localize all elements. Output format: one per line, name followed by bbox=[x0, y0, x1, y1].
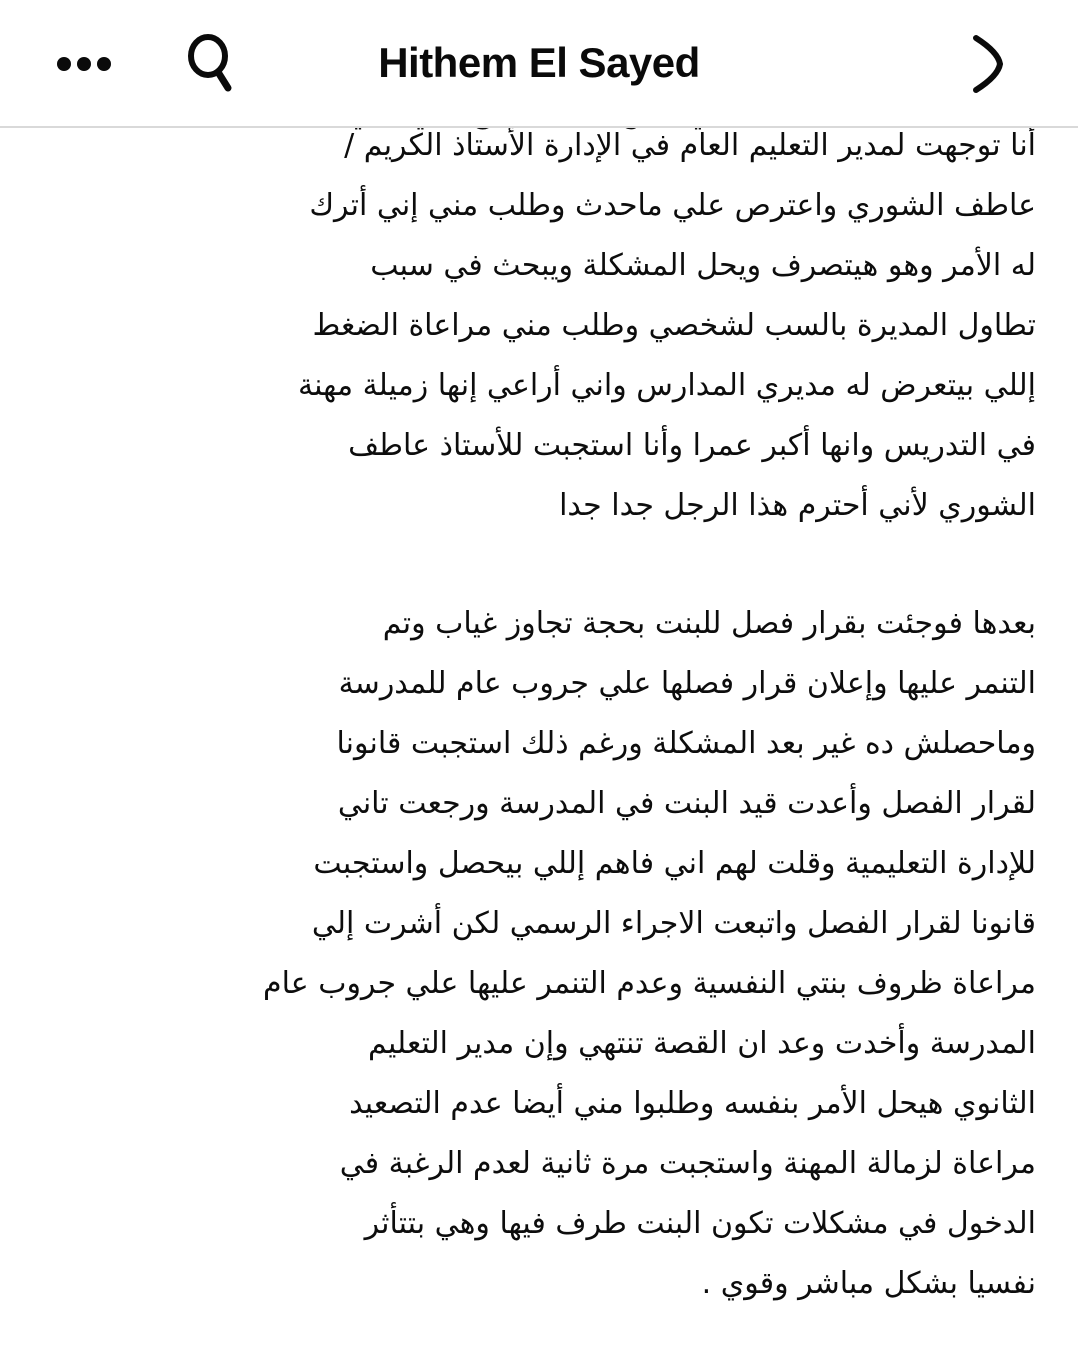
text-line: عاطف الشوري واعترص علي ماحدث وطلب مني إني أترك bbox=[309, 188, 1036, 223]
header bbox=[0, 0, 1078, 128]
search-icon bbox=[178, 30, 246, 98]
more-options-button[interactable] bbox=[52, 50, 116, 78]
text-line: نفسيا بشكل مباشر وقوي . bbox=[701, 1266, 1036, 1301]
next-button[interactable] bbox=[964, 32, 1012, 96]
ellipsis-icon bbox=[57, 57, 111, 71]
text-line: قانونا لقرار الفصل واتبعت الاجراء الرسمي لكن أشرت إلي bbox=[311, 906, 1036, 941]
text-line: المدرسة وأخدت وعد ان القصة تنتهي وإن مدير التعليم bbox=[368, 1026, 1036, 1061]
chevron-right-icon bbox=[968, 32, 1008, 96]
text-line: تطاول المديرة بالسب لشخصي وطلب مني مراعاة الضغط bbox=[312, 308, 1036, 343]
text-line: بعدها فوجئت بقرار فصل للبنت بحجة تجاوز غياب وتم bbox=[382, 606, 1036, 641]
text-line: له الأمر وهو هيتصرف ويحل المشكلة ويبحث في سبب bbox=[370, 248, 1036, 283]
text-line: في التدريس وانها أكبر عمرا وأنا استجبت للأستاذ عاطف bbox=[348, 428, 1036, 463]
paragraph-1 bbox=[42, 116, 1036, 536]
text-line: إللي بيتعرض له مديري المدارس واني أراعي إنها زميلة مهنة bbox=[298, 368, 1036, 403]
post-body bbox=[0, 82, 1078, 1314]
text-line: التنمر عليها وإعلان قرار فصلها علي جروب عام للمدرسة bbox=[338, 666, 1036, 701]
text-line: مراعاة ظروف بنتي النفسية وعدم التنمر عليها علي جروب عام bbox=[263, 966, 1036, 1001]
text-line: الثانوي هيحل الأمر بنفسه وطلبوا مني أيضا عدم التصعيد bbox=[349, 1086, 1036, 1121]
page-title: Hithem El Sayed bbox=[378, 39, 700, 86]
text-line: الدخول في مشكلات تكون البنت طرف فيها وهي بتتأثر bbox=[364, 1206, 1036, 1241]
text-line: الشوري لأني أحترم هذا الرجل جدا جدا bbox=[559, 488, 1036, 523]
search-button[interactable] bbox=[176, 28, 248, 100]
text-line: لقرار الفصل وأعدت قيد البنت في المدرسة ورجعت تاني bbox=[337, 786, 1036, 821]
text-line: أنا توجهت لمدير التعليم العام في الإدارة الأستاذ الكريم / bbox=[344, 128, 1036, 163]
text-line: للإدارة التعليمية وقلت لهم اني فاهم إللي بيحصل واستجبت bbox=[313, 846, 1036, 881]
paragraph-2 bbox=[42, 594, 1036, 1314]
text-line: وماحصلش ده غير بعد المشكلة ورغم ذلك استجبت قانونا bbox=[336, 726, 1036, 761]
text-line: مراعاة لزمالة المهنة واستجبت مرة ثانية لعدم الرغبة في bbox=[339, 1146, 1036, 1181]
